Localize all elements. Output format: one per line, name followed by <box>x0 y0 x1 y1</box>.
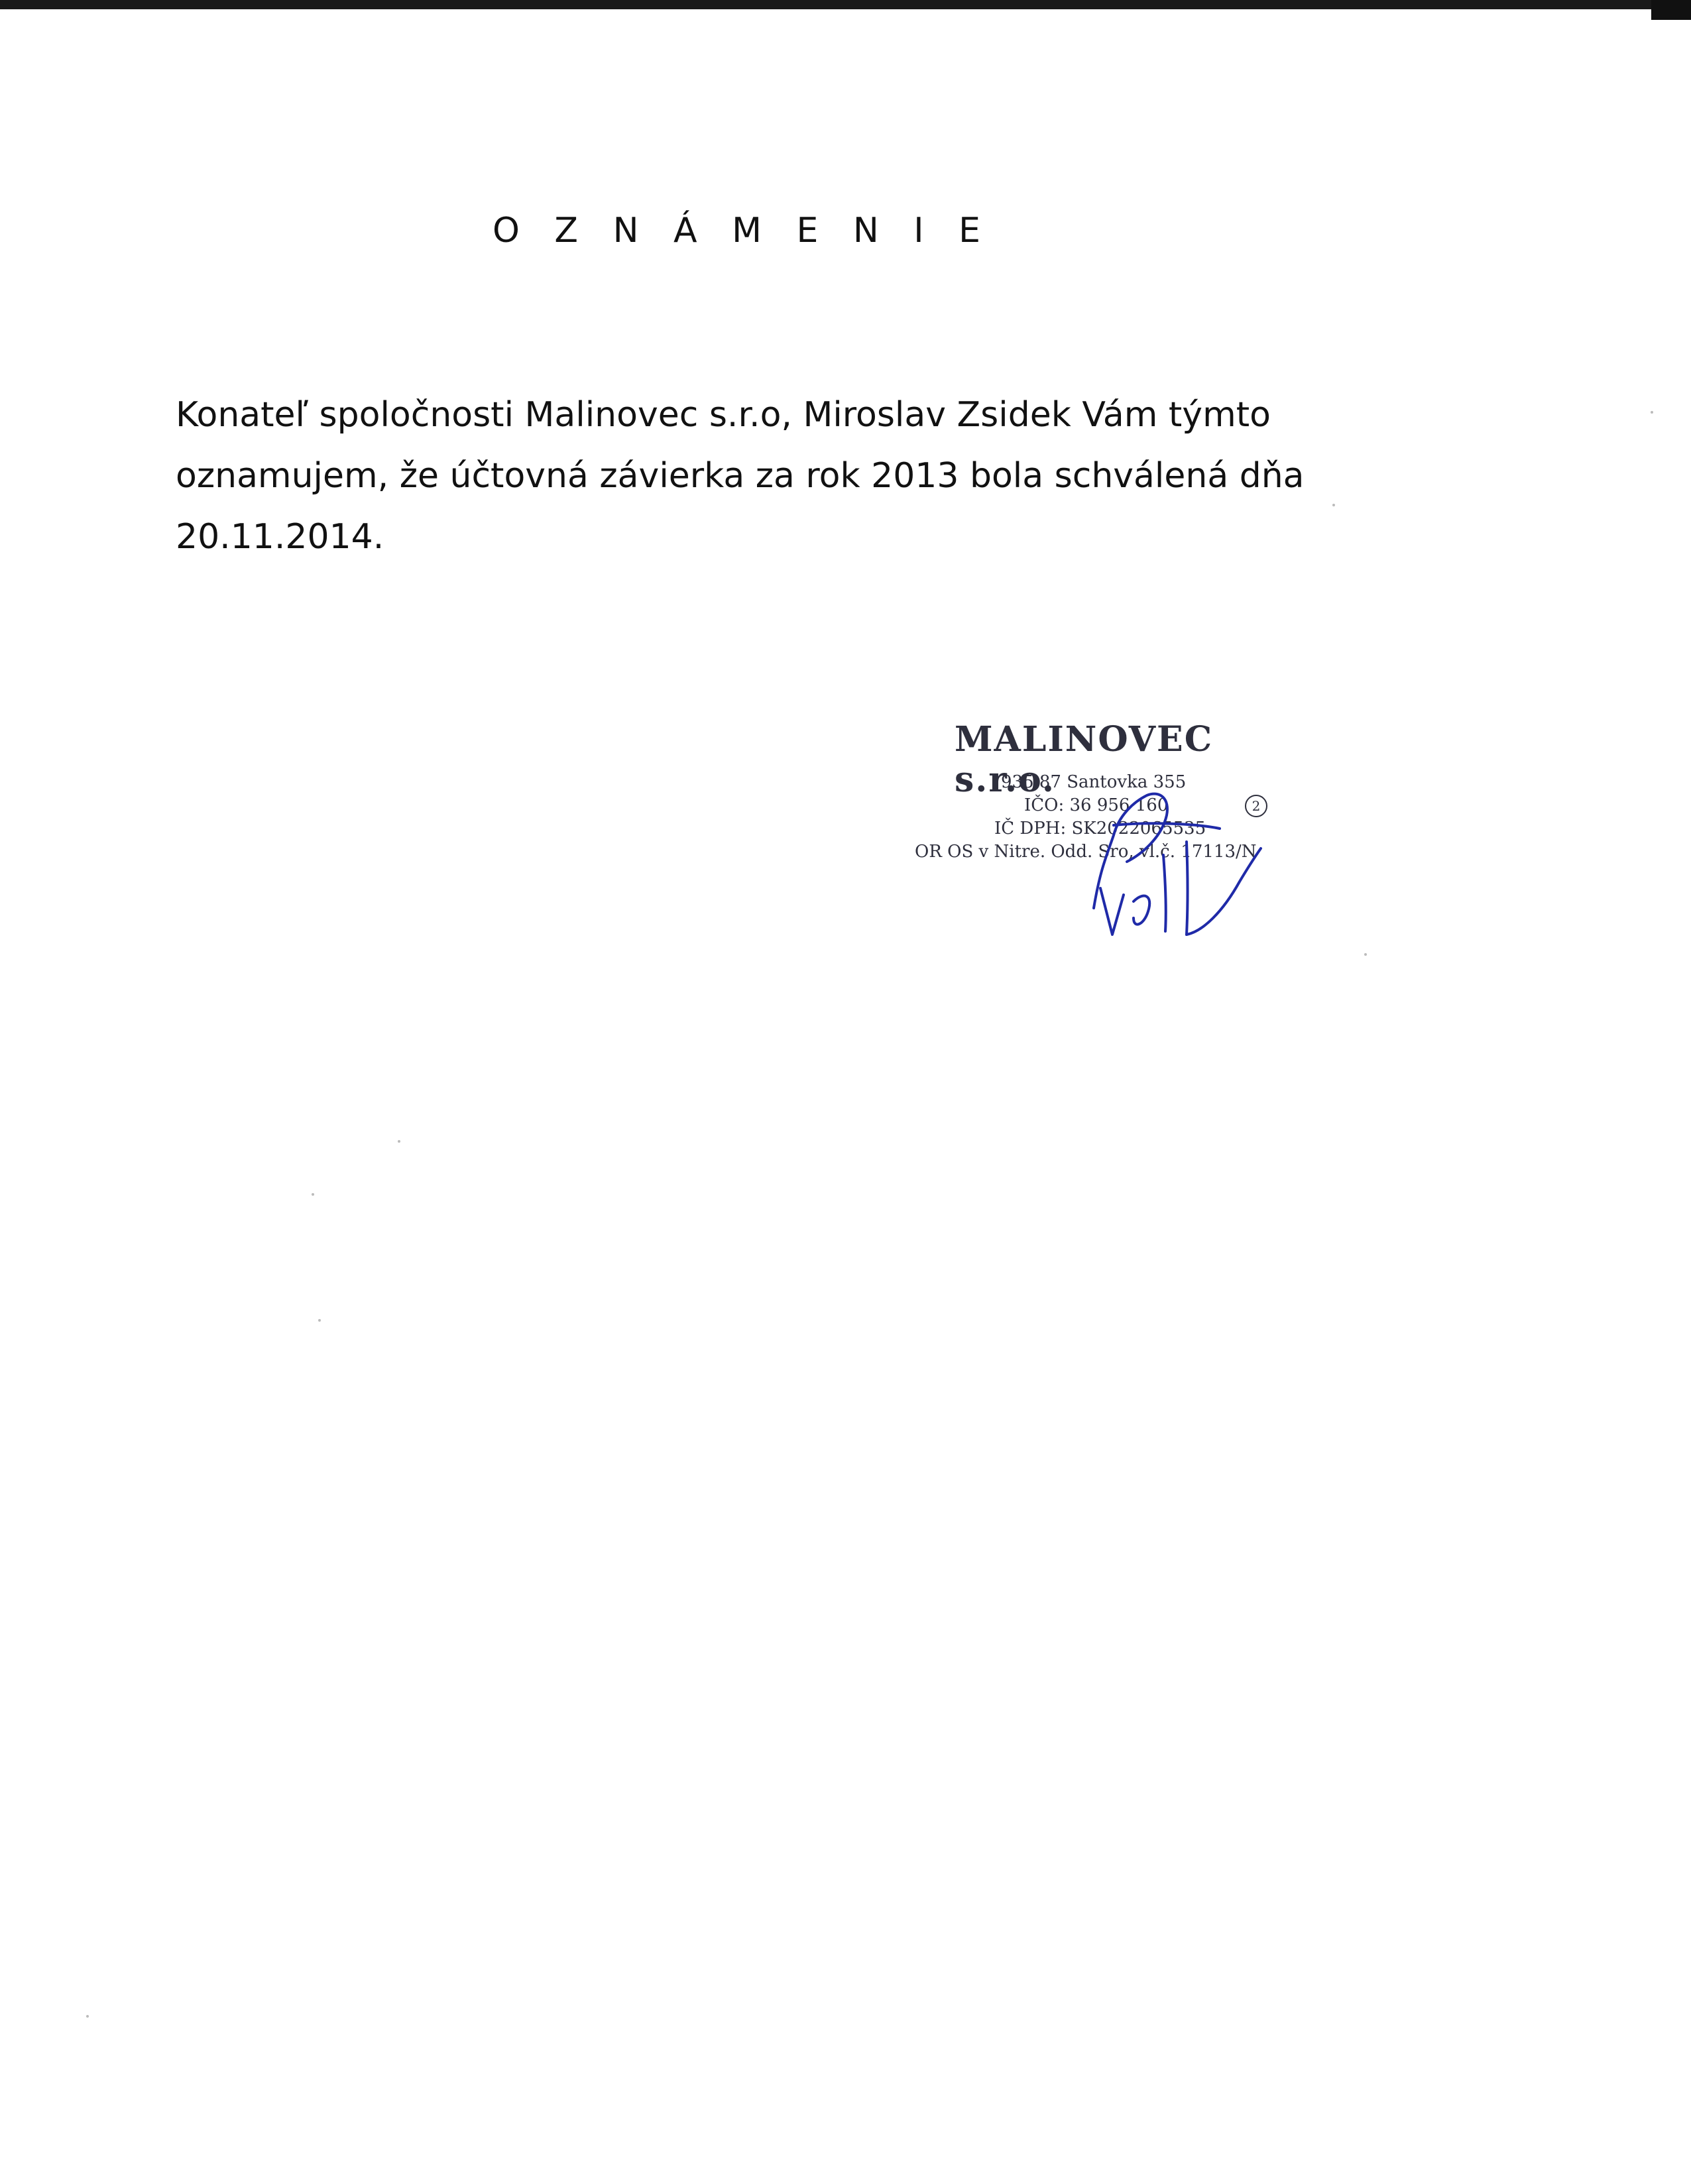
scan-speck <box>1651 411 1653 414</box>
scan-speck <box>1364 953 1367 956</box>
stamp-company-name: MALINOVEC s.r.o. <box>955 719 1214 800</box>
body-line-2: oznamujem, že účtovná závierka za rok 2013 bola schválená dňa <box>176 456 1305 496</box>
scan-edge-top <box>0 0 1691 9</box>
stamp-ic-dph: IČ DPH: SK2022065535 <box>994 819 1206 838</box>
stamp-circle-number: 2 <box>1245 795 1267 817</box>
document-title: O Z N Á M E N I E <box>492 211 993 251</box>
stamp-ico: IČO: 36 956 160 <box>1024 795 1169 815</box>
stamp-registry: OR OS v Nitre. Odd. Sro, vl.č. 17113/N <box>915 842 1257 862</box>
body-line-1: Konateľ spoločnosti Malinovec s.r.o, Miroslav Zsidek Vám týmto <box>176 395 1271 435</box>
scan-speck <box>86 2015 89 2018</box>
scan-edge-corner <box>1651 0 1691 20</box>
scan-speck <box>312 1193 314 1196</box>
handwritten-signature <box>1087 776 1273 948</box>
scan-speck <box>1332 504 1335 506</box>
scan-speck <box>398 1140 400 1143</box>
scan-speck <box>318 1319 321 1322</box>
stamp-address: 935 87 Santovka 355 <box>1001 772 1187 792</box>
body-line-3: 20.11.2014. <box>176 517 384 557</box>
document-body <box>176 384 1369 567</box>
